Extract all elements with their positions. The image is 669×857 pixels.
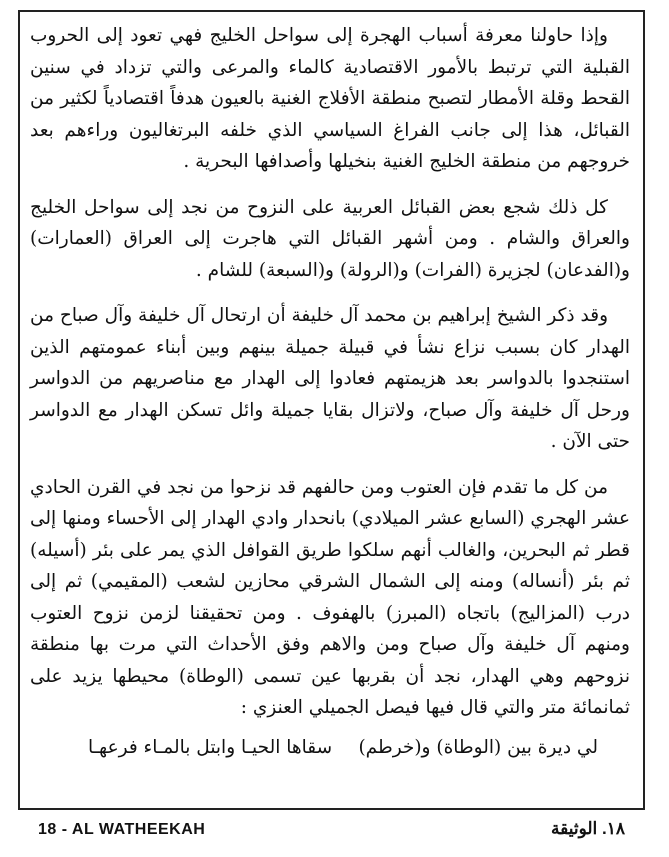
footer-page-number-latin: 18 - AL WATHEEKAH [38,821,206,838]
verse-second-hemistich: سقاها الحيـا وابتل بالمـاء فرعهـا [88,736,333,758]
article-body [30,20,630,764]
verse-first-hemistich: لي ديرة بين (الوطاة) و(خرطم) [358,736,598,758]
paragraph-migration-reasons: وإذا حاولنا معرفة أسباب الهجرة إلى سواحل الخليج فهي تعود إلى الحروب القبلية التي ترتبط بالأمور الاقتصادية كالماء والمرعى والتي تزداد في سنين القحط وقلة الأمطار لتصبح منطقة الأفلاج الغنية بالعيون هدفاً اقتصادياً لكثير من القبائل، هذا إلى جانب الفراغ السياسي الذي خلفه البرتغاليون وراءهم بعد خروجهم من منطقة الخليج الغنية بنخيلها وأصدافها البحرية . [30,25,630,172]
page-footer [18,815,645,845]
footer-page-number-arabic: ١٨. الوثيقة [551,819,625,838]
paragraph-tribes-migration: كل ذلك شجع بعض القبائل العربية على النزوح من نجد إلى سواحل الخليج والعراق والشام . ومن أشهر القبائل التي هاجرت إلى العراق (العمارات) و(الفدعان) لجزيرة (الفرات) و(الرولة) و(السبعة) للشام . [30,196,630,281]
poem-verse [88,732,598,764]
paragraph-utub-route: من كل ما تقدم فإن العتوب ومن حالفهم قد نزحوا من نجد في القرن الحادي عشر الهجري (السابع عشر الميلادي) بانحدار وادي الهدار إلى الأحساء ومنها إلى قطر ثم البحرين، والغالب أنهم سلكوا طريق القوافل الذي يمر على بئر (أسيله) ثم بئر (أنساله) ومنه إلى الشمال الشرقي محازين لشعب (المقيمي) ثم إلى درب (المزاليج) باتجاه (المبرز) بالهفوف . ومن تحقيقنا لزمن نزوح العتوب ومنهم آل خليفة وآل صباح ومن والاهم وفق الأحداث التي مرت بها منطقة نزوحهم وهي الهدار، نجد أن بقربها عين تسمى (الوطاة) محيطها يزيد على ثمانمائة متر والتي قال فيها فيصل الجميلي العنزي : [30,476,630,718]
paragraph-sheikh-account: وقد ذكر الشيخ إبراهيم بن محمد آل خليفة أن ارتحال آل خليفة وآل صباح من الهدار كان بسبب نزاع نشأ في قبيلة جميلة بينهم وبين أبناء عمومتهم الذين استنجدوا بالدواسر بعد هزيمتهم فعادوا إلى الهدار مع مناصريهم من الدواسر ورحل آل خليفة وآل صباح، ولاتزال بقايا جميلة وائل تسكن الهدار مع الدواسر حتى الآن . [30,305,630,452]
